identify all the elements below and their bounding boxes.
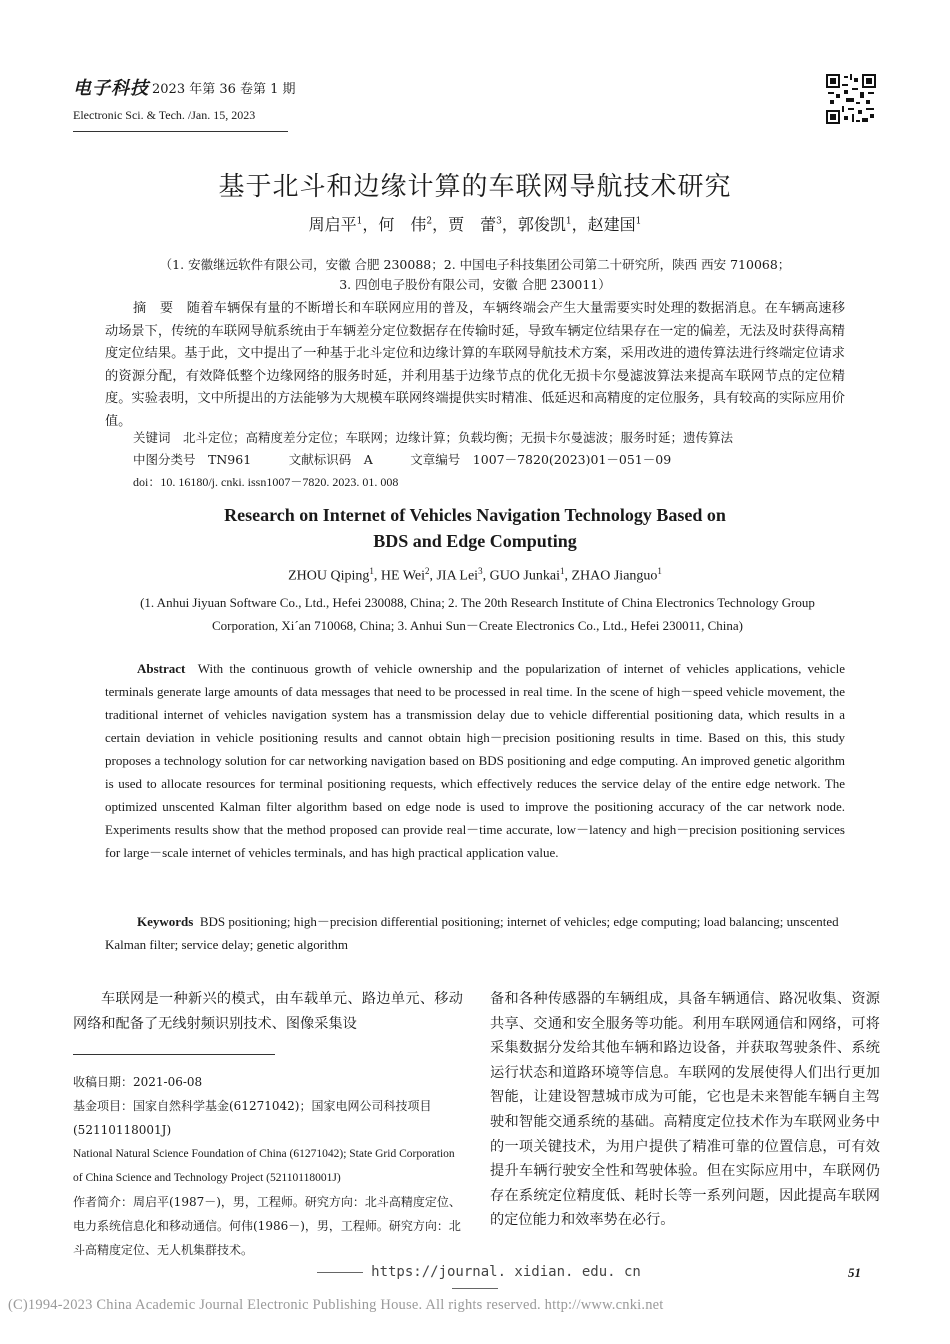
author-name: GUO Junkai — [489, 568, 560, 584]
received-date: 收稿日期：2021-06-08 — [73, 1075, 203, 1089]
page-number: 51 — [848, 1265, 861, 1280]
author-affiliation-mark: 3 — [496, 216, 502, 227]
abstract-label-en: Abstract — [137, 661, 186, 676]
keywords-text-cn: 北斗定位；高精度差分定位；车联网；边缘计算；负载均衡；无损卡尔曼滤波；服务时延；遗传算法 — [183, 430, 734, 445]
body-text-right: 备和各种传感器的车辆组成，具备车辆通信、路况收集、资源共享、交通和安全服务等功能。利用车联网通信和网络，可将采集数据分发给其他车辆和路边设备，并获取驾驶条件、系统运行状态和道路环境等信息。车联网的发展使得人们出行更加智能，让建设智慧城市成为可能，它也是未来智能车辆自主驾驶和智能交通系统的基础。高精度定位技术作为车联网业务中的一项关键技术，为用户提供了精准可靠的位置信息，可有效提升车辆行驶安全性和驾驶体验。但在实际应用中，车联网仍存在系统定位精度低、耗时长等一系列问题，因此提高车联网的定位能力和效率势在必行。 — [490, 991, 880, 1229]
fund-en: National Natural Science Foundation of China (61271042); State Grid Corporation of China Science and Technology Project (52110118001J) — [73, 1148, 455, 1184]
affiliation-line: （1. 安徽继远软件有限公司，安徽 合肥 230088；2. 中国电子科技集团公司第二十研究所，陕西 西安 710068； — [159, 257, 791, 272]
footer-dash — [317, 1272, 363, 1273]
footer-url-text[interactable]: https://journal. xidian. edu. cn — [371, 1264, 641, 1280]
issue-info: 2023 年第 36 卷第 1 期 — [152, 82, 296, 97]
journal-logo: 电子科技 — [73, 78, 149, 99]
article-number-label: 文章编号 — [410, 452, 461, 467]
author-affiliation-mark: 1 — [565, 216, 572, 227]
keywords-en — [105, 910, 845, 956]
footer-dash — [452, 1288, 498, 1289]
clc-label: 中图分类号 — [133, 452, 196, 467]
qr-code-icon — [826, 74, 876, 124]
author-affiliation-mark: 1 — [559, 566, 565, 576]
author-name: 郭俊凯 — [517, 215, 566, 234]
author-affiliation-mark: 1 — [369, 566, 374, 576]
footer-url[interactable] — [285, 1264, 665, 1296]
fund-cn: 基金项目：国家自然科学基金(61271042)；国家电网公司科技项目(52110118001J) — [73, 1099, 432, 1137]
title-en-line: BDS and Edge Computing — [373, 531, 577, 551]
footnotes — [73, 1070, 465, 1262]
keywords-label-cn: 关键词 — [133, 430, 171, 445]
abstract-label-cn: 摘 要 — [133, 301, 174, 316]
doc-code-label: 文献标识码 — [288, 452, 352, 467]
author-name: 周启平 — [308, 215, 357, 234]
body-text-left: 车联网是一种新兴的模式，由车载单元、路边单元、移动网络和配备了无线射频识别技术、图像采集设 — [73, 991, 463, 1032]
article-number-value: 1007－7820(2023)01－051－09 — [472, 452, 672, 467]
author-affiliation-mark: 3 — [478, 566, 483, 576]
author-name: ZHAO Jianguo — [571, 568, 658, 584]
author-affiliation-mark: 2 — [426, 216, 433, 227]
header-rule — [73, 131, 288, 132]
author-affiliation-mark: 1 — [635, 216, 642, 227]
classification-line — [133, 450, 671, 468]
abstract-text-en: With the continuous growth of vehicle ownership and the popularization of internet of vehicles applications, vehicle terminals generate large amounts of data messages that need to be processed in real time. In the scene of high－speed vehicle movement, the traditional internet of vehicles navigation system has a transmission delay due to vehicle differential positioning data, which results in a certain deviation in vehicle positioning results and cannot obtain high－precision positioning results in time. Based on this, this study proposes a technology solution for car networking navigation based on BDS positioning and edge computing. An improved genetic algorithm is used to allocate resources for terminal positioning requests, which effectively reduces the service delay of the entire edge network. The optimized unscented Kalman filter algorithm based on edge node is used to improve the positioning accuracy of the car network node. Experiments results show that the method proposed can provide real－time accurate, low－latency and high－precision positioning services for large－scale internet of vehicles terminals, and has high practical application value. — [105, 661, 846, 860]
authors-en: ZHOU Qiping$^1$, HE Wei$^2$, JIA Lei$^3$, GUO Junkai$^1$, ZHAO Jianguo$^1$ — [288, 566, 662, 584]
affiliation-line: 3. 四创电子股份有限公司，安徽 合肥 230011） — [339, 277, 611, 292]
journal-name-en: Electronic Sci. & Tech. /Jan. 15, 2023 — [73, 108, 256, 122]
doi[interactable]: doi：10. 16180/j. cnki. issn1007－7820. 2023. 01. 008 — [133, 475, 399, 489]
author-name: JIA Lei — [436, 568, 479, 584]
affiliations-cn — [80, 255, 870, 295]
paper-title-en — [0, 502, 950, 554]
clc-value: TN961 — [208, 452, 252, 467]
author-name: ZHOU Qiping — [288, 568, 370, 584]
doc-code-value: A — [363, 452, 373, 467]
keywords-cn — [133, 428, 733, 446]
author-affiliation-mark: 2 — [424, 566, 430, 576]
abstract-cn — [105, 298, 845, 433]
keywords-text-en: BDS positioning; high－precision differential positioning; internet of vehicles; edge computing; load balancing; unscented Kalman filter; service delay; genetic algorithm — [105, 914, 839, 952]
abstract-text-cn: 随着车辆保有量的不断增长和车联网应用的普及，车辆终端会产生大量需要实时处理的数据消息。在车辆高速移动场景下，传统的车联网导航系统由于车辆差分定位数据存在传输时延，导致车辆定位结果存在一定的偏差，无法及时获得高精度定位结果。基于此，文中提出了一种基于北斗定位和边缘计算的车联网导航技术方案，采用改进的遗传算法进行终端定位请求的资源分配，有效降低整个边缘网络的服务时延，并利用基于边缘节点的优化无损卡尔曼滤波算法来提高车联网节点的定位精度。实验表明，文中所提出的方法能够为大规模车联网终端提供实时精准、低延迟和高精度的定位服务，具有较高的实际应用价值。 — [105, 301, 846, 429]
author-name: 贾 蕾 — [448, 215, 497, 234]
abstract-en — [105, 657, 845, 864]
copyright-watermark: (C)1994-2023 China Academic Journal Electronic Publishing House. All rights reserved. http://www.cnki.net — [8, 1297, 664, 1313]
authors-cn: 周启平$^1$，何 伟$^2$，贾 蕾$^3$，郭俊凯$^1$，赵建国$^1$ — [308, 215, 642, 234]
author-affiliation-mark: 1 — [657, 566, 662, 576]
author-name: 赵建国 — [587, 215, 636, 234]
author-name: 何 伟 — [378, 215, 427, 234]
author-bio: 作者简介：周启平(1987－)，男，工程师。研究方向：北斗高精度定位、电力系统信息化和移动通信。何伟(1986－)，男，工程师。研究方向：北斗高精度定位、无人机集群技术。 — [73, 1195, 461, 1257]
title-en-line: Research on Internet of Vehicles Navigation Technology Based on — [224, 505, 726, 525]
footnote-divider — [73, 1054, 275, 1055]
paper-title-cn: 基于北斗和边缘计算的车联网导航技术研究 — [218, 172, 732, 202]
affiliations-en: (1. Anhui Jiyuan Software Co., Ltd., Hefei 230088, China; 2. The 20th Research Institute of China Electronics Technology Group Corporation, Xi´an 710068, China; 3. Anhui Sun－Create Electronics Co., Ltd., Hefei 230011, China) — [140, 595, 815, 633]
author-name: HE Wei — [380, 568, 425, 584]
keywords-label-en: Keywords — [137, 914, 194, 929]
author-affiliation-mark: 1 — [356, 216, 363, 227]
